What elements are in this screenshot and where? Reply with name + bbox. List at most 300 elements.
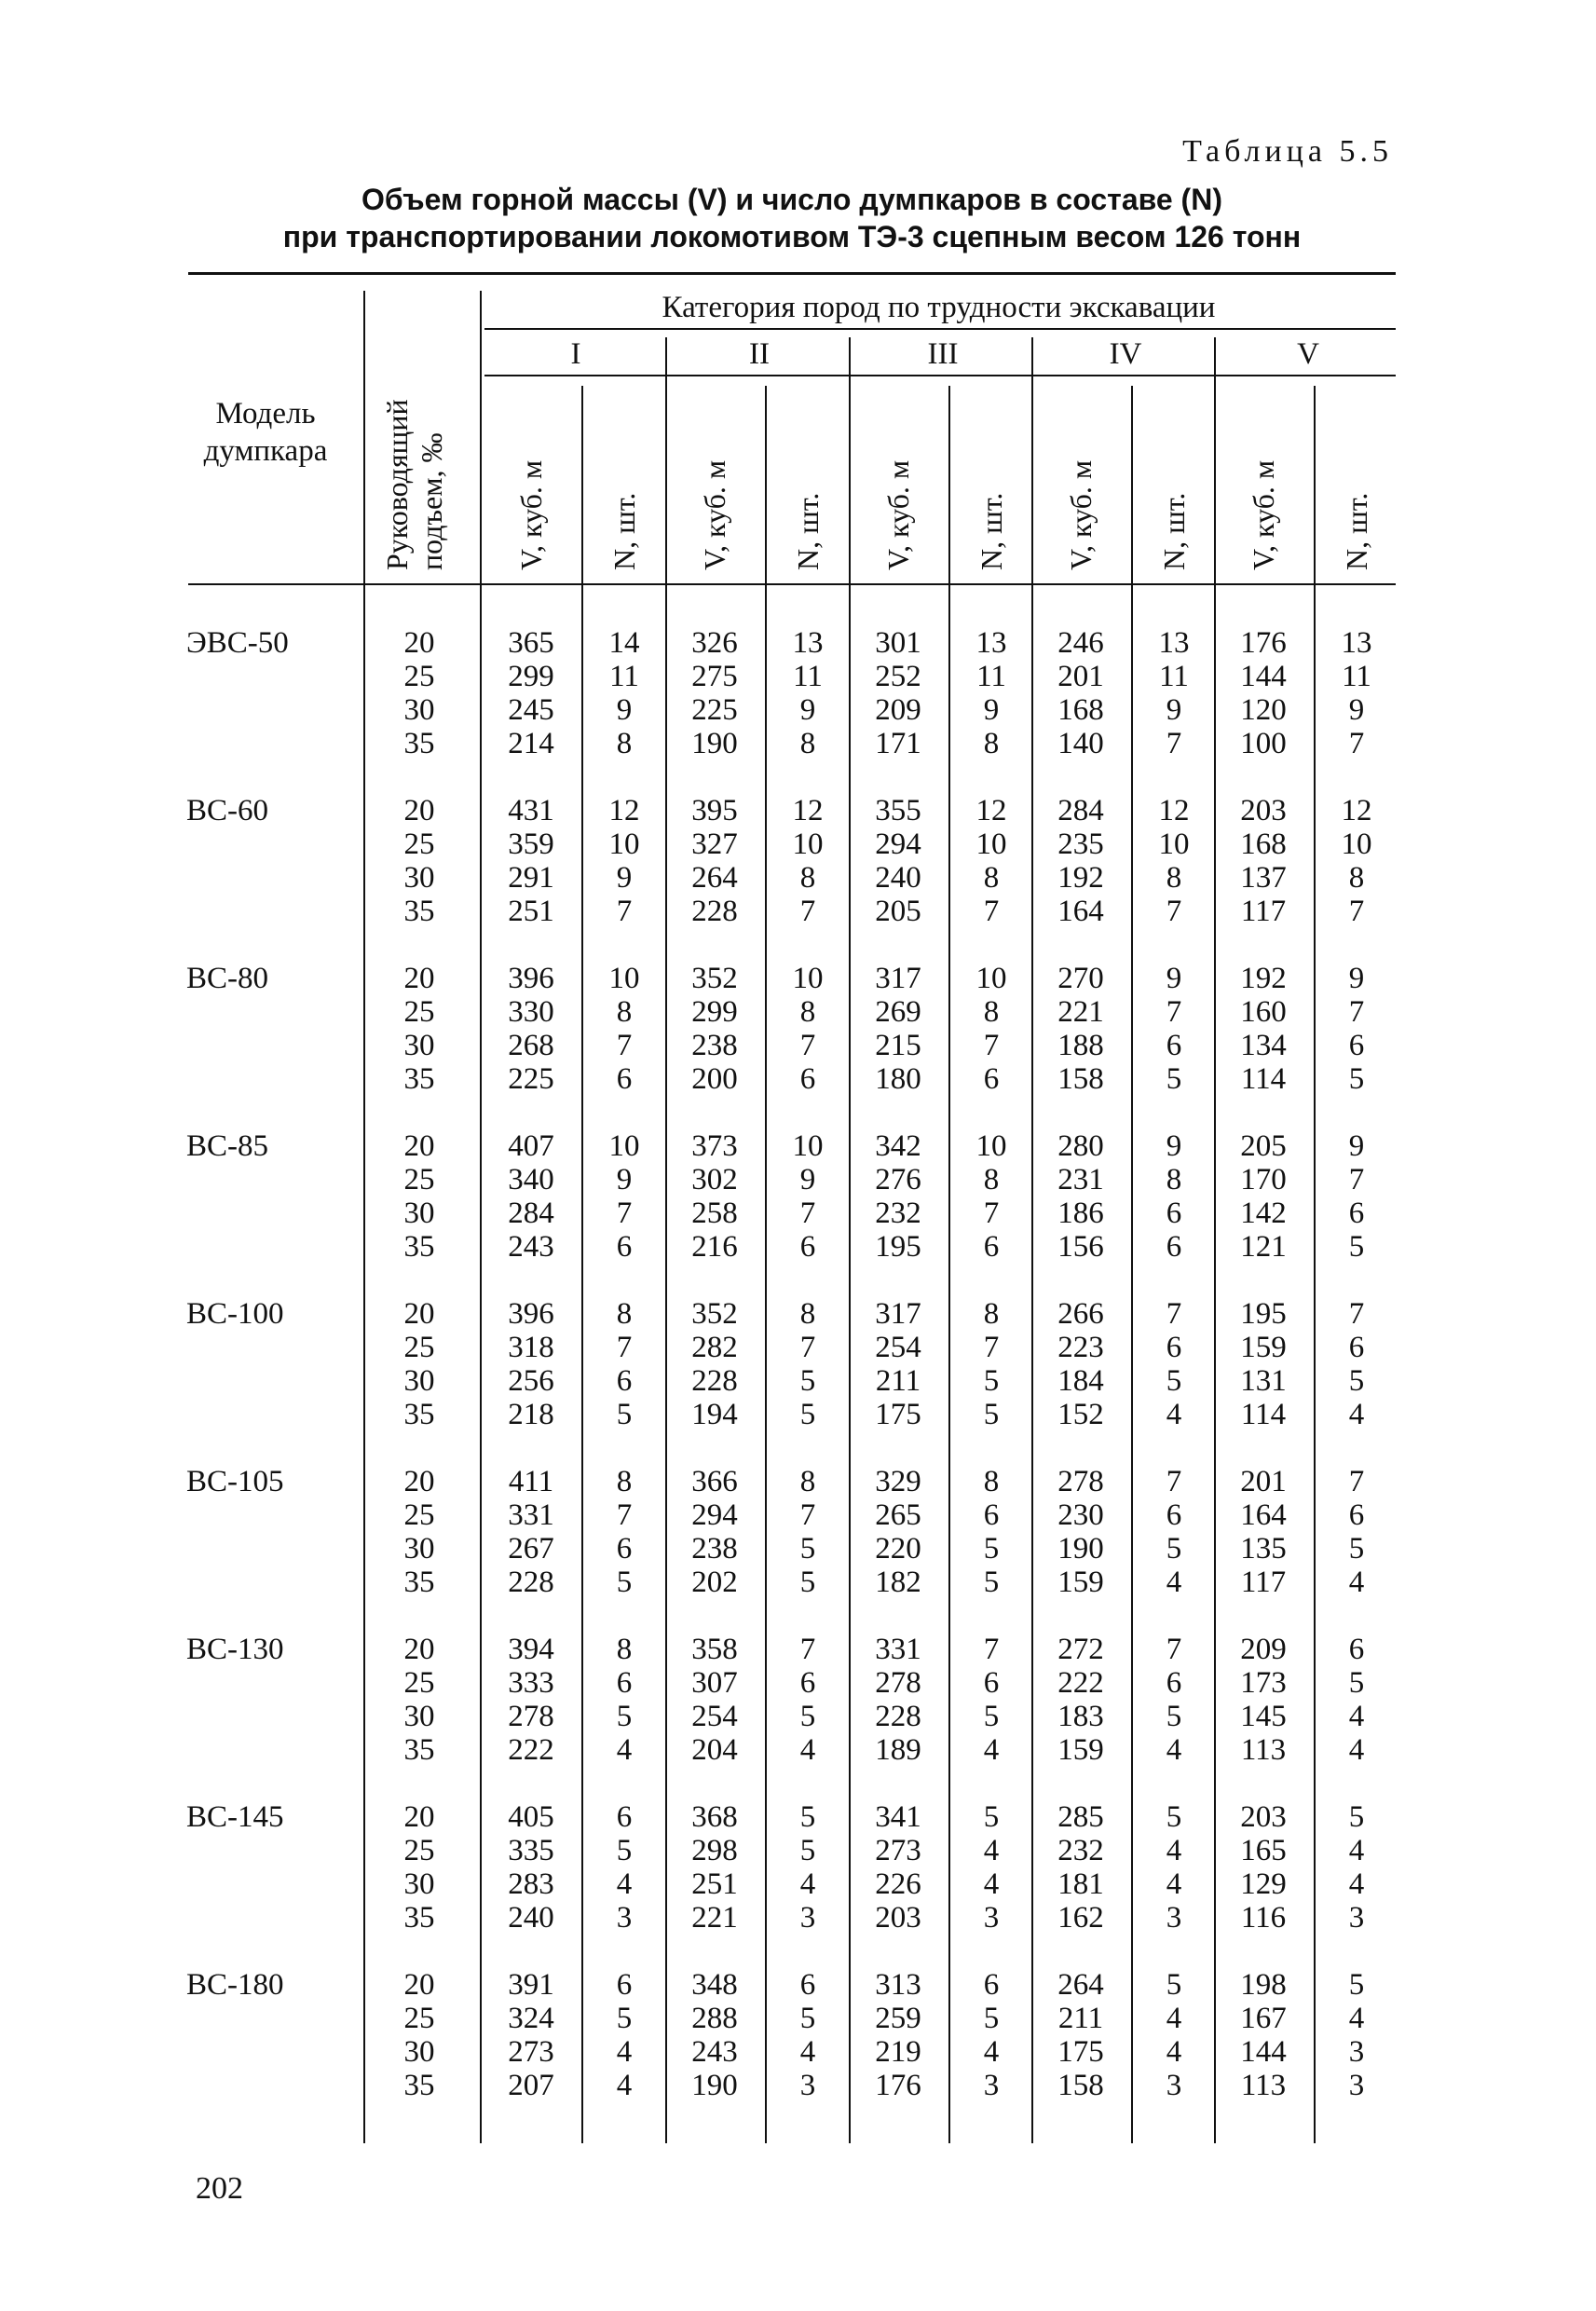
grade-value: 35 — [403, 1733, 435, 1767]
count-value: 8 — [799, 995, 816, 1029]
volume-value: 192 — [1057, 861, 1104, 895]
count-value: 7 — [1348, 1465, 1365, 1498]
count-value: 7 — [983, 1029, 1000, 1062]
count-value: 6 — [1348, 1498, 1365, 1532]
v-column-header: V, куб. м — [1247, 459, 1280, 570]
volume-value: 203 — [1240, 1800, 1287, 1834]
v-n-divider — [948, 386, 950, 2143]
volume-value: 288 — [691, 2002, 738, 2035]
grade-value: 30 — [403, 1532, 435, 1566]
count-value: 4 — [983, 2035, 1000, 2069]
count-value: 4 — [1166, 1566, 1182, 1599]
count-value: 9 — [1348, 1129, 1365, 1163]
count-value: 6 — [1166, 1498, 1182, 1532]
volume-value: 152 — [1057, 1398, 1104, 1431]
volume-value: 240 — [508, 1901, 554, 1935]
volume-value: 270 — [1057, 962, 1104, 995]
model-name: ВС-130 — [186, 1633, 284, 1666]
grade-value: 30 — [403, 861, 435, 895]
volume-value: 226 — [875, 1867, 921, 1901]
count-value: 4 — [616, 2035, 633, 2069]
volume-value: 190 — [691, 727, 738, 760]
count-value: 9 — [983, 693, 1000, 727]
count-value: 6 — [1348, 1029, 1365, 1062]
volume-value: 243 — [508, 1230, 554, 1264]
count-value: 6 — [983, 1062, 1000, 1096]
count-value: 8 — [616, 1465, 633, 1498]
volume-value: 254 — [875, 1331, 921, 1364]
volume-value: 211 — [875, 1364, 921, 1398]
volume-value: 278 — [508, 1700, 554, 1733]
volume-value: 144 — [1240, 660, 1287, 693]
volume-value: 159 — [1240, 1331, 1287, 1364]
v-column-header: V, куб. м — [698, 459, 731, 570]
volume-value: 394 — [508, 1633, 554, 1666]
count-value: 9 — [616, 693, 633, 727]
count-value: 6 — [616, 1364, 633, 1398]
count-value: 11 — [609, 660, 639, 693]
volume-value: 137 — [1240, 861, 1287, 895]
count-value: 8 — [1166, 1163, 1182, 1197]
volume-value: 278 — [875, 1666, 921, 1700]
model-name: ВС-180 — [186, 1968, 284, 2002]
volume-value: 240 — [875, 861, 921, 895]
volume-value: 134 — [1240, 1029, 1287, 1062]
count-value: 3 — [983, 2069, 1000, 2102]
count-value: 5 — [799, 1566, 816, 1599]
count-value: 4 — [616, 2069, 633, 2102]
grade-value: 35 — [403, 1901, 435, 1935]
volume-value: 256 — [508, 1364, 554, 1398]
count-value: 10 — [1341, 827, 1372, 861]
volume-value: 201 — [1057, 660, 1104, 693]
count-value: 10 — [792, 1129, 824, 1163]
volume-value: 368 — [691, 1800, 738, 1834]
count-value: 10 — [1158, 827, 1190, 861]
volume-value: 170 — [1240, 1163, 1287, 1197]
count-value: 11 — [976, 660, 1006, 693]
count-value: 6 — [616, 1800, 633, 1834]
grade-value: 35 — [403, 895, 435, 928]
count-value: 12 — [1158, 794, 1190, 827]
top-rule — [188, 272, 1396, 275]
volume-value: 266 — [1057, 1297, 1104, 1331]
count-value: 12 — [608, 794, 640, 827]
count-value: 5 — [799, 1532, 816, 1566]
volume-value: 331 — [508, 1498, 554, 1532]
count-value: 10 — [975, 827, 1007, 861]
count-value: 8 — [983, 1465, 1000, 1498]
category-numeral: II — [749, 337, 770, 371]
count-value: 3 — [799, 1901, 816, 1935]
count-value: 3 — [1348, 2069, 1365, 2102]
count-value: 6 — [616, 1666, 633, 1700]
count-value: 6 — [983, 1230, 1000, 1264]
volume-value: 165 — [1240, 1834, 1287, 1867]
volume-value: 225 — [691, 693, 738, 727]
count-value: 8 — [799, 1465, 816, 1498]
volume-value: 395 — [691, 794, 738, 827]
count-value: 9 — [1166, 1129, 1182, 1163]
count-value: 4 — [616, 1733, 633, 1767]
table-title-line1: Объем горной массы (V) и число думпкаров в составе (N) — [361, 183, 1222, 216]
count-value: 10 — [792, 827, 824, 861]
grade-header-line1: Руководящий — [380, 399, 414, 570]
volume-value: 313 — [875, 1968, 921, 2002]
volume-value: 365 — [508, 626, 554, 660]
volume-value: 342 — [875, 1129, 921, 1163]
volume-value: 333 — [508, 1666, 554, 1700]
volume-value: 171 — [875, 727, 921, 760]
volume-value: 246 — [1057, 626, 1104, 660]
count-value: 6 — [616, 1230, 633, 1264]
volume-value: 331 — [875, 1633, 921, 1666]
count-value: 8 — [616, 995, 633, 1029]
volume-value: 117 — [1240, 1566, 1287, 1599]
volume-value: 243 — [691, 2035, 738, 2069]
count-value: 5 — [1348, 1800, 1365, 1834]
category-rule — [484, 328, 1396, 330]
volume-value: 158 — [1057, 2069, 1104, 2102]
count-value: 7 — [1166, 1297, 1182, 1331]
volume-value: 201 — [1240, 1465, 1287, 1498]
count-value: 4 — [983, 1834, 1000, 1867]
grade-value: 35 — [403, 1566, 435, 1599]
count-value: 7 — [616, 1197, 633, 1230]
volume-value: 264 — [691, 861, 738, 895]
volume-value: 186 — [1057, 1197, 1104, 1230]
count-value: 4 — [1166, 2035, 1182, 2069]
count-value: 7 — [1166, 895, 1182, 928]
volume-value: 113 — [1240, 2069, 1287, 2102]
count-value: 14 — [608, 626, 640, 660]
grade-value: 35 — [403, 1062, 435, 1096]
volume-value: 209 — [875, 693, 921, 727]
volume-value: 168 — [1240, 827, 1287, 861]
volume-value: 175 — [1057, 2035, 1104, 2069]
volume-value: 327 — [691, 827, 738, 861]
volume-value: 214 — [508, 727, 554, 760]
category-divider — [1031, 337, 1033, 2143]
count-value: 8 — [616, 727, 633, 760]
count-value: 9 — [799, 693, 816, 727]
count-value: 7 — [1348, 1163, 1365, 1197]
count-value: 4 — [1348, 1733, 1365, 1767]
volume-value: 129 — [1240, 1867, 1287, 1901]
count-value: 7 — [616, 895, 633, 928]
count-value: 4 — [983, 1733, 1000, 1767]
count-value: 6 — [983, 1498, 1000, 1532]
grade-value: 35 — [403, 1230, 435, 1264]
volume-value: 228 — [875, 1700, 921, 1733]
volume-value: 219 — [875, 2035, 921, 2069]
count-value: 10 — [608, 1129, 640, 1163]
count-value: 4 — [1166, 1733, 1182, 1767]
volume-value: 259 — [875, 2002, 921, 2035]
grade-value: 35 — [403, 2069, 435, 2102]
volume-value: 294 — [691, 1498, 738, 1532]
grade-header-line2: подъем, ‰ — [415, 432, 448, 570]
count-value: 6 — [799, 1968, 816, 2002]
volume-value: 301 — [875, 626, 921, 660]
count-value: 8 — [983, 1163, 1000, 1197]
count-value: 7 — [1348, 895, 1365, 928]
category-numeral: V — [1297, 337, 1319, 371]
volume-value: 222 — [508, 1733, 554, 1767]
volume-value: 160 — [1240, 995, 1287, 1029]
v-n-divider — [1131, 386, 1133, 2143]
grade-value: 30 — [403, 2035, 435, 2069]
count-value: 7 — [1348, 1297, 1365, 1331]
count-value: 9 — [616, 1163, 633, 1197]
volume-value: 373 — [691, 1129, 738, 1163]
grade-value: 20 — [403, 962, 435, 995]
grade-value: 30 — [403, 1029, 435, 1062]
model-name: ВС-85 — [186, 1129, 269, 1163]
category-numeral: III — [927, 337, 959, 371]
grade-value: 30 — [403, 1197, 435, 1230]
count-value: 5 — [616, 2002, 633, 2035]
count-value: 4 — [799, 1867, 816, 1901]
v-column-header: V, куб. м — [1064, 459, 1098, 570]
count-value: 12 — [792, 794, 824, 827]
grade-value: 20 — [403, 794, 435, 827]
count-value: 5 — [1166, 1364, 1182, 1398]
page-number: 202 — [196, 2171, 243, 2206]
count-value: 5 — [1348, 1364, 1365, 1398]
volume-value: 223 — [1057, 1331, 1104, 1364]
volume-value: 335 — [508, 1834, 554, 1867]
count-value: 5 — [1348, 1968, 1365, 2002]
volume-value: 258 — [691, 1197, 738, 1230]
volume-value: 114 — [1240, 1398, 1287, 1431]
volume-value: 209 — [1240, 1633, 1287, 1666]
volume-value: 326 — [691, 626, 738, 660]
count-value: 7 — [616, 1498, 633, 1532]
category-divider — [665, 337, 667, 2143]
grade-value: 25 — [403, 1498, 435, 1532]
volume-value: 218 — [508, 1398, 554, 1431]
grade-value: 30 — [403, 693, 435, 727]
count-value: 5 — [799, 1700, 816, 1733]
volume-value: 284 — [508, 1197, 554, 1230]
count-value: 6 — [616, 1968, 633, 2002]
grade-value: 20 — [403, 1297, 435, 1331]
volume-value: 298 — [691, 1834, 738, 1867]
grade-value: 30 — [403, 1364, 435, 1398]
grade-value: 25 — [403, 1163, 435, 1197]
volume-value: 194 — [691, 1398, 738, 1431]
volume-value: 211 — [1057, 2002, 1104, 2035]
count-value: 6 — [983, 1968, 1000, 2002]
model-name: ВС-145 — [186, 1800, 284, 1834]
volume-value: 145 — [1240, 1700, 1287, 1733]
volume-value: 282 — [691, 1331, 738, 1364]
grade-column-rule — [363, 291, 365, 2143]
volume-value: 135 — [1240, 1532, 1287, 1566]
volume-value: 156 — [1057, 1230, 1104, 1264]
v-n-divider — [581, 386, 583, 2143]
volume-value: 330 — [508, 995, 554, 1029]
volume-value: 273 — [875, 1834, 921, 1867]
volume-value: 267 — [508, 1532, 554, 1566]
count-value: 5 — [983, 1532, 1000, 1566]
volume-value: 228 — [691, 1364, 738, 1398]
count-value: 5 — [1348, 1230, 1365, 1264]
volume-value: 352 — [691, 962, 738, 995]
count-value: 5 — [983, 1700, 1000, 1733]
count-value: 4 — [1348, 1566, 1365, 1599]
count-value: 5 — [616, 1566, 633, 1599]
count-value: 6 — [799, 1230, 816, 1264]
count-value: 6 — [1348, 1633, 1365, 1666]
count-value: 9 — [1348, 962, 1365, 995]
count-value: 9 — [1166, 962, 1182, 995]
volume-value: 225 — [508, 1062, 554, 1096]
volume-value: 203 — [1240, 794, 1287, 827]
count-value: 9 — [799, 1163, 816, 1197]
count-value: 9 — [1348, 693, 1365, 727]
count-value: 8 — [983, 861, 1000, 895]
volume-value: 391 — [508, 1968, 554, 2002]
count-value: 11 — [1342, 660, 1371, 693]
volume-value: 341 — [875, 1800, 921, 1834]
grade-value: 35 — [403, 727, 435, 760]
volume-value: 232 — [1057, 1834, 1104, 1867]
volume-value: 254 — [691, 1700, 738, 1733]
volume-value: 230 — [1057, 1498, 1104, 1532]
volume-value: 180 — [875, 1062, 921, 1096]
volume-value: 173 — [1240, 1666, 1287, 1700]
count-value: 5 — [616, 1398, 633, 1431]
volume-value: 307 — [691, 1666, 738, 1700]
count-value: 7 — [983, 1633, 1000, 1666]
table-title-line2: при транспортировании локомотивом ТЭ-3 сцепным весом 126 тонн — [282, 220, 1302, 253]
grade-value: 25 — [403, 1834, 435, 1867]
volume-value: 195 — [1240, 1297, 1287, 1331]
grade-value: 25 — [403, 1331, 435, 1364]
count-value: 5 — [799, 1398, 816, 1431]
volume-value: 159 — [1057, 1566, 1104, 1599]
volume-value: 117 — [1240, 895, 1287, 928]
volume-value: 283 — [508, 1867, 554, 1901]
count-value: 7 — [1166, 727, 1182, 760]
count-value: 7 — [799, 895, 816, 928]
count-value: 6 — [799, 1666, 816, 1700]
count-value: 4 — [1348, 1867, 1365, 1901]
count-value: 7 — [799, 1498, 816, 1532]
volume-value: 299 — [691, 995, 738, 1029]
volume-value: 302 — [691, 1163, 738, 1197]
volume-value: 238 — [691, 1532, 738, 1566]
volume-value: 285 — [1057, 1800, 1104, 1834]
count-value: 5 — [616, 1834, 633, 1867]
volume-value: 162 — [1057, 1901, 1104, 1935]
volume-value: 317 — [875, 962, 921, 995]
count-value: 10 — [608, 962, 640, 995]
volume-value: 164 — [1057, 895, 1104, 928]
grade-value: 20 — [403, 1465, 435, 1498]
volume-value: 318 — [508, 1331, 554, 1364]
count-value: 4 — [1348, 1700, 1365, 1733]
volume-value: 192 — [1240, 962, 1287, 995]
category-numerals-rule — [484, 375, 1396, 376]
count-value: 13 — [1341, 626, 1372, 660]
volume-value: 159 — [1057, 1733, 1104, 1767]
volume-value: 238 — [691, 1029, 738, 1062]
count-value: 8 — [616, 1297, 633, 1331]
volume-value: 228 — [508, 1566, 554, 1599]
category-header: Категория пород по трудности экскавации — [662, 291, 1216, 324]
n-column-header: N, шт. — [607, 492, 641, 570]
volume-value: 176 — [1240, 626, 1287, 660]
volume-value: 324 — [508, 2002, 554, 2035]
volume-value: 275 — [691, 660, 738, 693]
volume-value: 188 — [1057, 1029, 1104, 1062]
volume-value: 222 — [1057, 1666, 1104, 1700]
model-header: Модель думпкара — [203, 397, 328, 468]
volume-value: 231 — [1057, 1163, 1104, 1197]
category-numeral: I — [570, 337, 581, 371]
count-value: 5 — [799, 1834, 816, 1867]
count-value: 7 — [1348, 727, 1365, 760]
volume-value: 114 — [1240, 1062, 1287, 1096]
count-value: 7 — [799, 1633, 816, 1666]
volume-value: 276 — [875, 1163, 921, 1197]
count-value: 5 — [1348, 1666, 1365, 1700]
count-value: 5 — [983, 2002, 1000, 2035]
volume-value: 142 — [1240, 1197, 1287, 1230]
count-value: 3 — [983, 1901, 1000, 1935]
count-value: 7 — [983, 1197, 1000, 1230]
count-value: 3 — [1166, 1901, 1182, 1935]
volume-value: 366 — [691, 1465, 738, 1498]
count-value: 13 — [975, 626, 1007, 660]
volume-value: 189 — [875, 1733, 921, 1767]
volume-value: 251 — [508, 895, 554, 928]
count-value: 5 — [799, 1364, 816, 1398]
volume-value: 175 — [875, 1398, 921, 1431]
volume-value: 168 — [1057, 693, 1104, 727]
volume-value: 405 — [508, 1800, 554, 1834]
count-value: 8 — [983, 727, 1000, 760]
category-divider — [849, 337, 851, 2143]
v-column-header: V, куб. м — [881, 459, 915, 570]
volume-value: 228 — [691, 895, 738, 928]
volume-value: 184 — [1057, 1364, 1104, 1398]
count-value: 6 — [1348, 1331, 1365, 1364]
volume-value: 268 — [508, 1029, 554, 1062]
volume-value: 195 — [875, 1230, 921, 1264]
grade-value: 20 — [403, 626, 435, 660]
grade-value: 20 — [403, 1129, 435, 1163]
count-value: 8 — [1166, 861, 1182, 895]
count-value: 5 — [1348, 1062, 1365, 1096]
grade-value: 20 — [403, 1633, 435, 1666]
count-value: 6 — [616, 1062, 633, 1096]
n-column-header: N, шт. — [1340, 492, 1373, 570]
table-label: Таблица 5.5 — [1182, 134, 1393, 169]
grade-value: 20 — [403, 1800, 435, 1834]
count-value: 7 — [983, 895, 1000, 928]
grade-value: 35 — [403, 1398, 435, 1431]
volume-value: 183 — [1057, 1700, 1104, 1733]
volume-value: 216 — [691, 1230, 738, 1264]
volume-value: 245 — [508, 693, 554, 727]
v-column-header: V, куб. м — [514, 459, 548, 570]
count-value: 13 — [792, 626, 824, 660]
count-value: 4 — [799, 2035, 816, 2069]
